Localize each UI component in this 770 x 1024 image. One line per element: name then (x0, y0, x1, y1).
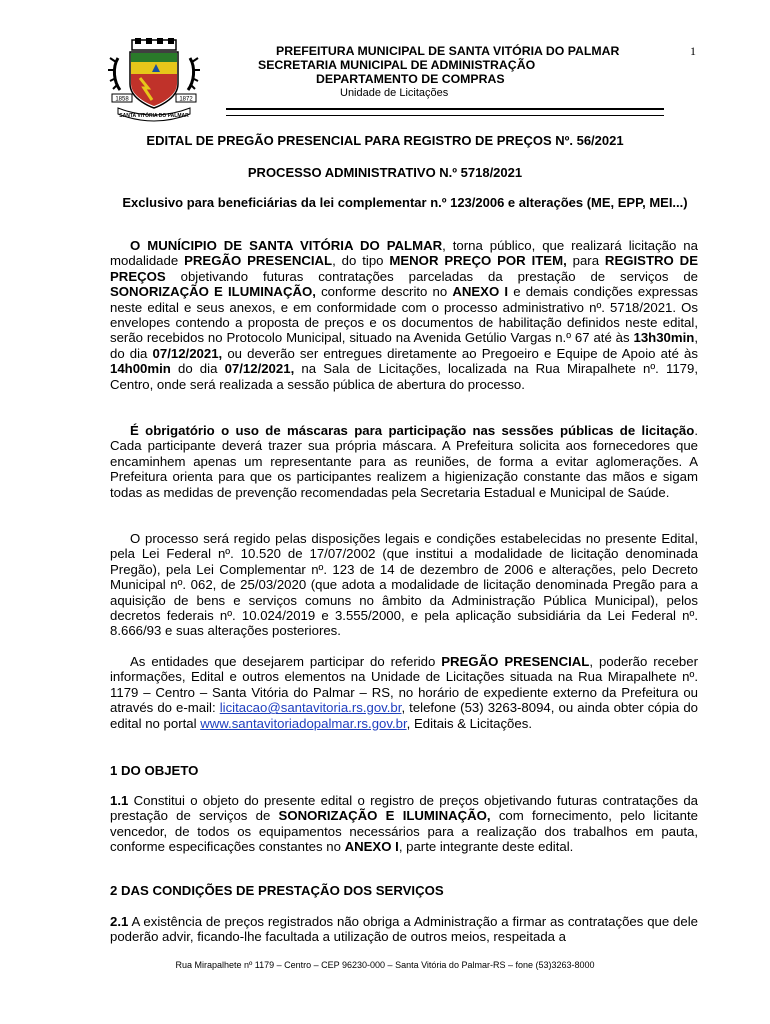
edital-title: EDITAL DE PREGÃO PRESENCIAL PARA REGISTRO DE PREÇOS Nº. 56/2021 (146, 133, 624, 148)
svg-text:1858: 1858 (115, 96, 129, 103)
section-heading-condicoes: 2 DAS CONDIÇÕES DE PRESTAÇÃO DOS SERVIÇOS (110, 883, 444, 898)
header-secretaria: SECRETARIA MUNICIPAL DE ADMINISTRAÇÃO (258, 58, 536, 72)
footer-address: Rua Mirapalhete nº 1179 – Centro – CEP 96230-000 – Santa Vitória do Palmar-RS – fone (53)3263-8000 (175, 960, 595, 970)
page-number: 1 (690, 44, 696, 58)
email-link[interactable]: licitacao@santavitoria.rs.gov.br (219, 700, 402, 716)
header-rule-thick (226, 108, 664, 110)
section-heading-objeto: 1 DO OBJETO (110, 763, 199, 778)
portal-link[interactable]: www.santavitoriadopalmar.rs.gov.br (200, 715, 407, 731)
header-departamento: DEPARTAMENTO DE COMPRAS (316, 72, 505, 86)
paragraph-informacoes: As entidades que desejarem participar do referido PREGÃO PRESENCIAL, poderão receber informações, Edital e outros elementos na Unidade de Licitações situada na Rua Mirapalhete nº. 1179 – Centro – Santa Vitória do Palmar – RS, no horário de expediente externo da Prefeitura ou através do e-mail: licitacao@santavitoria.rs.gov.br, telefone (53) 3263-8094, ou ainda obter cópia do edital no portal www.santavitoriadopalmar.rs.gov.br, Editais & Licitações. (110, 654, 698, 731)
paragraph-abertura: O MUNÍCIPIO DE SANTA VITÓRIA DO PALMAR, torna público, que realizará licitação na modalidade PREGÃO PRESENCIAL, do tipo MENOR PREÇO POR ITEM, para REGISTRO DE PREÇOS objetivando futuras contratações parceladas da prestação de serviços de SONORIZAÇÃO E ILUMINAÇÃO, conforme descrito no ANEXO I e demais condições expressas neste edital e seus anexos, e em conformidade com o processo administrativo nº. 5718/2021. Os envelopes contendo a proposta de preços e os documentos de habilitação definidos neste edital, serão recebidos no Protocolo Municipal, situado na Avenida Getúlio Vargas n.º 67 até às 13h30min, do dia 07/12/2021, ou deverão ser entregues diretamente ao Pregoeiro e Equipe de Apoio até às 14h00min do dia 07/12/2021, na Sala de Licitações, localizada na Rua Mirapalhete nº. 1179, Centro, onde será realizada a sessão pública de abertura do processo. (110, 238, 698, 392)
letterhead (230, 44, 680, 100)
exclusivo-title: Exclusivo para beneficiárias da lei complementar n.º 123/2006 e alterações (ME, EPP, MEI...) (122, 195, 688, 210)
svg-text:1872: 1872 (179, 96, 193, 103)
header-prefeitura: PREFEITURA MUNICIPAL DE SANTA VITÓRIA DO PALMAR (276, 44, 620, 58)
processo-title: PROCESSO ADMINISTRATIVO N.º 5718/2021 (247, 165, 523, 180)
paragraph-legislacao: O processo será regido pelas disposições legais e condições estabelecidas no presente Edital, pela Lei Federal nº. 10.520 de 17/07/2002 (que institui a modalidade de licitação denominada Pregão), pela Lei Complementar nº. 123 de 14 de dezembro de 2006 e alterações, pelo Decreto Municipal nº. 062, de 25/03/2020 (que adota a modalidade de licitação denominada Pregão para a aquisição de bens e serviços comuns no âmbito da Administração Pública Municipal), pelos decretos federais nº. 10.024/2019 e 3.555/2000, e pela aplicação subsidiária da Lei Federal nº. 8.666/93 e suas alterações posteriores. (110, 531, 698, 639)
paragraph-objeto: 1.1 Constitui o objeto do presente edital o registro de preços objetivando futuras contratações da prestação de serviços de SONORIZAÇÃO E ILUMINAÇÃO, com fornecimento, pelo licitante vencedor, de todos os equipamentos necessários para a realização dos trabalhos em pauta, conforme especificações constantes no ANEXO I, parte integrante deste edital. (110, 793, 698, 855)
header-rule-thin (226, 115, 664, 116)
paragraph-condicoes: 2.1 A existência de preços registrados não obriga a Administração a firmar as contratações que dele poderão advir, ficando-lhe facultada a utilização de outros meios, respeitada a (110, 914, 698, 945)
municipal-crest-logo (108, 38, 200, 122)
header-unidade: Unidade de Licitações (340, 87, 449, 99)
svg-text:SANTA VITÓRIA DO PALMAR: SANTA VITÓRIA DO PALMAR (119, 113, 189, 119)
paragraph-mascaras: É obrigatório o uso de máscaras para participação nas sessões públicas de licitação. Cada participante deverá trazer sua própria máscara. A Prefeitura solicita aos fornecedores que encaminhem apenas um representante para as reuniões, de forma a evitar aglomerações. A Prefeitura orienta para que os participantes realizem a higienização constante das mãos e sigam todas as medidas de prevenção recomendadas pela Secretaria Estadual e Municipal de Saúde. (110, 423, 698, 500)
